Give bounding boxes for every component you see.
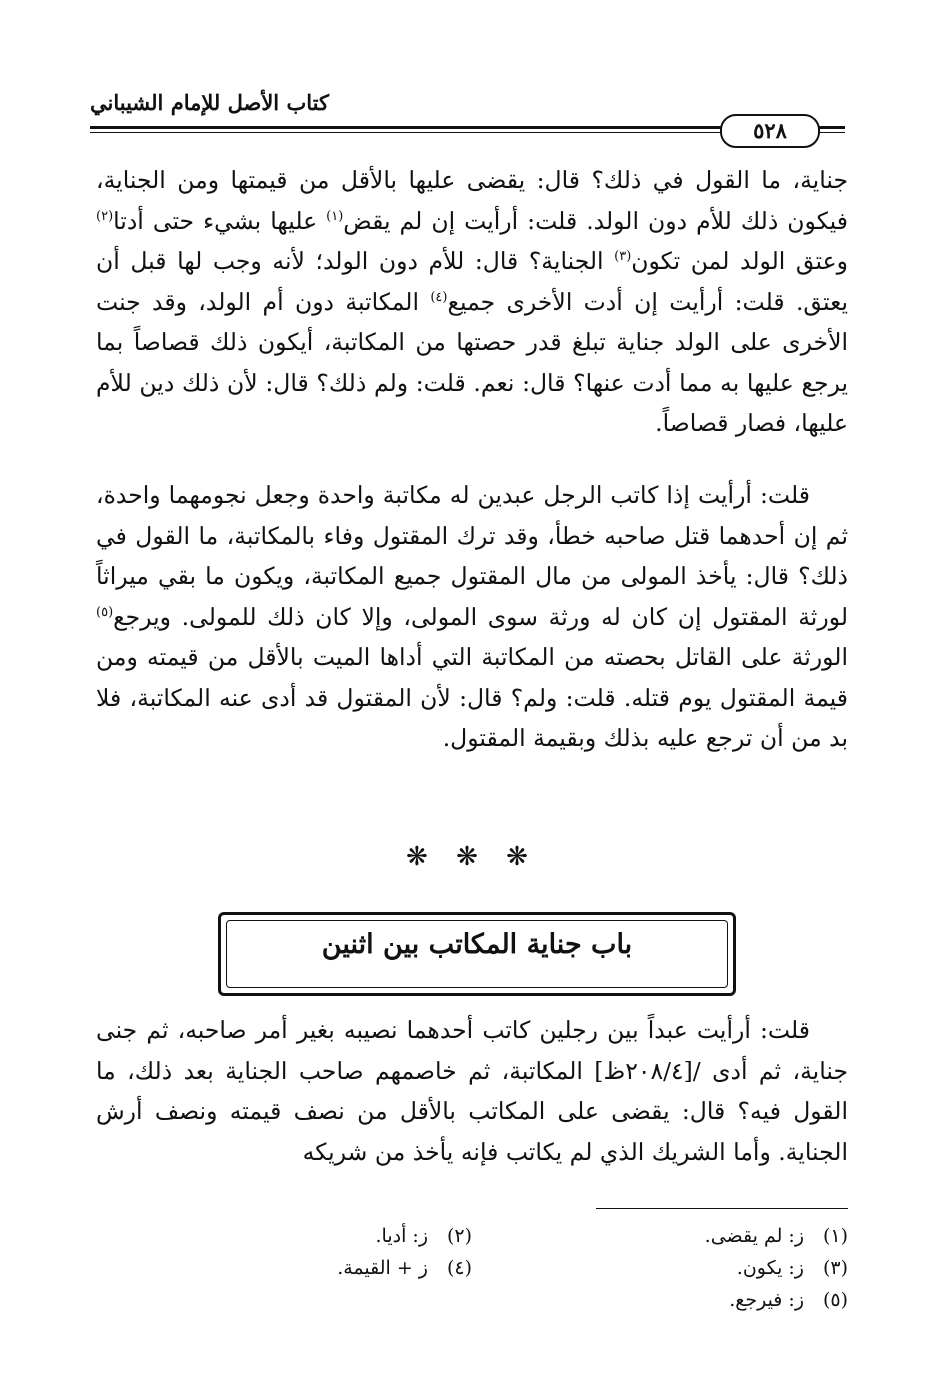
text-segment: وعتق الولد لمن تكون — [631, 247, 848, 275]
footnote-marker[interactable]: (٥) — [96, 604, 114, 620]
footnote-4: (٤)ز + القيمة. — [337, 1257, 472, 1279]
footnote-1: (١)ز: لم يقضى. — [704, 1225, 848, 1247]
paragraph-3 — [96, 1010, 848, 1172]
footnote-marker[interactable]: (٣) — [614, 249, 632, 265]
section-title: باب جناية المكاتب بين اثنين — [321, 929, 633, 960]
text-segment: قلت: أرأيت إذا كاتب الرجل عبدين له مكاتبة واحدة وجعل نجومهما واحدة، ثم إن أحدهما قتل صاحبه خطأ، وقد ترك المقتول وفاء بالمكاتبة، ما القول في ذلك؟ قال: يأخذ المولى من مال المقتول جميع المكاتبة، ويكون ما بقي ميراثاً لورثة المقتول إن كان له ورثة سوى المولى، وإلا كان ذلك للمولى. ويرجع — [96, 481, 848, 631]
footnote-marker[interactable]: (١) — [326, 208, 344, 224]
section-heading-frame — [218, 912, 736, 996]
section-separator: ❋ ❋ ❋ — [406, 842, 538, 872]
footnote-marker[interactable]: (٢) — [96, 208, 114, 224]
text-segment: عليها بشيء حتى أدتا — [113, 206, 327, 235]
footnote-5: (٥)ز: فيرجع. — [729, 1289, 848, 1311]
paragraph-2 — [96, 475, 848, 759]
paragraph-1 — [96, 160, 848, 444]
book-title: كتاب الأصل للإمام الشيباني — [90, 90, 329, 115]
text-segment: الورثة على القاتل بحصته من المكاتبة التي أداها الميت بالأقل من قيمته ومن قيمة المقتول يوم قتله. قلت: ولم؟ قال: لأن المقتول قد أدى عنه المكاتبة، فلا بد من أن ترجع عليه بذلك وبقيمة المقتول. — [96, 643, 848, 752]
footnotes — [96, 1220, 848, 1316]
footnote-2: (٢)ز: أديا. — [375, 1225, 472, 1247]
text-segment: قلت: أرأيت عبداً بين رجلين كاتب أحدهما نصيبه بغير أمر صاحبه، ثم جنى جناية، ثم أدى /[٢٠٨/٤ظ] المكاتبة، ثم خاصمهم صاحب الجناية بعد ذلك، ما القول فيه؟ قال: يقضى على المكاتب بالأقل من نصف قيمته ونصف أرش الجناية. وأما الشريك الذي لم يكاتب فإنه يأخذ من شريكه — [96, 1016, 848, 1166]
text-segment: جناية، ما القول في ذلك؟ قال: يقضى عليها بالأقل من قيمتها ومن الجناية، فيكون ذلك للأم دون الولد. قلت: أرأيت إن لم يقض — [96, 166, 848, 235]
page-number: ٥٢٨ — [720, 114, 820, 148]
text-segment: الجناية؟ قال: للأم دون الولد؛ لأنه وجب لها قبل أن يعتق. قلت: أرأيت إن أدت الأخرى جميع — [96, 247, 848, 316]
footnote-divider — [596, 1208, 848, 1209]
page-header — [90, 88, 845, 148]
footnote-3: (٣)ز: يكون. — [736, 1257, 848, 1279]
footnote-marker[interactable]: (٤) — [430, 289, 448, 305]
text-segment: المكاتبة دون أم الولد، وقد جنت الأخرى على الولد جناية تبلغ قدر حصتها من المكاتبة، أيكون ذلك قصاصاً بما يرجع عليها به مما أدت عنها؟ قال: نعم. قلت: ولم ذلك؟ قال: لأن ذلك دين للأم عليها، فصار قصاصاً. — [96, 287, 848, 437]
